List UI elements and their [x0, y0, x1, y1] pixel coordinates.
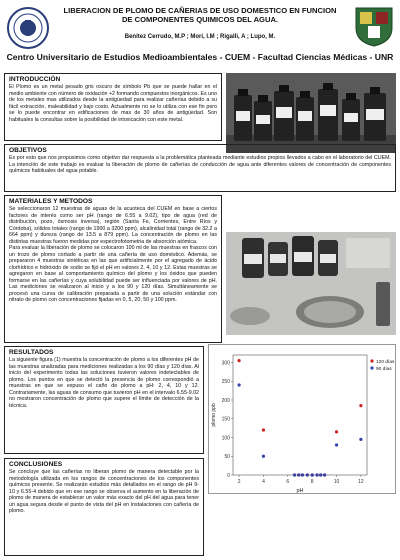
- y-tick-label: 250: [221, 379, 230, 386]
- intro-heading: INTRODUCCIÓN: [9, 76, 61, 83]
- intro-section: [4, 73, 222, 141]
- objectives-section: [4, 144, 396, 192]
- conclusions-text: Se concluye que las cañerías no liberan plomo de manera detectable por la metodología utilizada en los rangos de concentraciones de los componentes químicos presente. Se realizarán estudios más detallados en el rango de pH 9-10 y 6.55-4 debido que en ese rango se observa el aumento en la liberación de plomo de manera de establecer un valor más exacto del pH del agua para tener un agua segura desde el punto de vista del pH en instalaciones con cañería de plomo.: [9, 469, 199, 514]
- conclusions-section: [4, 458, 204, 556]
- data-point: [297, 473, 300, 476]
- data-point: [311, 473, 314, 476]
- data-point: [319, 473, 322, 476]
- legend-marker: [370, 359, 373, 362]
- poster-title: LIBERACION DE PLOMO DE CAÑERIAS DE USO DOMESTICO EN FUNCION DE COMPONENTES QUIMICOS DEL AGUA.: [63, 6, 337, 24]
- data-point: [237, 359, 240, 362]
- faculty-shield-icon: [354, 6, 394, 48]
- y-tick-label: 50: [224, 454, 230, 461]
- x-tick-label: 12: [358, 479, 364, 485]
- intro-text: El Plomo es un metal pesado gris oscuro de símbolo Pb que se puede hallar en el medio ambiente con número de oxidación +2 formando compuestos inorgánicos. Es uno de los metales mas utilizados desde la antigüedad para realizar cañerías debido a su fácil extracción, maleabilidad y bajo costo. Actualmente no se lo utiliza con ese fin pero se lo puede encontrar en edificaciones de mas de 30 años de antigüedad. Son habituales la consultas sobre la posibilidad de intoxicación con este metal.: [9, 84, 217, 123]
- x-tick-label: 2: [237, 479, 241, 485]
- y-axis-label: plomo ppb: [211, 403, 217, 427]
- data-point: [335, 443, 338, 446]
- conclusions-heading: CONCLUSIONES: [9, 461, 63, 468]
- lead-vs-ph-scatter: [209, 345, 397, 495]
- y-tick-label: 100: [221, 435, 230, 442]
- poster-authors: Benitez Cerrudo, M.P ; Mori, I.M ; Rigalli, A ; Lupo, M.: [124, 34, 276, 40]
- legend-entry: 90 días: [376, 366, 392, 372]
- data-point: [293, 473, 296, 476]
- data-point: [315, 473, 318, 476]
- x-tick-label: 6: [286, 479, 290, 485]
- lab-samples-photo: [226, 232, 396, 335]
- data-point: [306, 473, 309, 476]
- y-tick-label: 0: [227, 472, 230, 479]
- results-heading: RESULTADOS: [9, 349, 54, 356]
- methods-section: [4, 195, 222, 343]
- data-point: [301, 473, 304, 476]
- y-tick-label: 150: [221, 416, 230, 423]
- legend-entry: 120 días: [376, 359, 395, 365]
- legend-marker: [370, 366, 373, 369]
- data-point: [237, 383, 240, 386]
- data-point: [262, 455, 265, 458]
- y-tick-label: 300: [221, 360, 230, 367]
- x-tick-label: 4: [262, 479, 265, 485]
- x-tick-label: 10: [333, 479, 340, 485]
- data-point: [262, 428, 265, 431]
- x-tick-label: 8: [310, 479, 314, 485]
- methods-heading: MATERIALES Y METODOS: [9, 198, 93, 205]
- data-point: [359, 404, 362, 407]
- data-point: [359, 438, 362, 441]
- plot-frame: [233, 355, 367, 475]
- x-axis-label: pH: [296, 488, 304, 494]
- y-tick-label: 200: [221, 397, 230, 404]
- results-section: [4, 346, 204, 454]
- results-text: La siguiente figura (1) muestra la concentración de plomo a los diferentes pH de las muestras analizadas para mediciones realizadas a los 90 días y 120 días. Al inicio del experimento todas las soluciones tuvieron valores indetectables de plomo. Los puntos en que se detectó la presencia de plomo correspondió a muestras en que se expuso el caño de plomo a pH: 2, 4, 10 y 12. Contrariamente, las aguas de consumo que tuvieron pH en el intervalo 6.55-9.02 no mostraron concentración de plomo que supere el límite de detección de la técnica.: [9, 357, 199, 409]
- objectives-text: Es por esto que nos propusimos como objetivo dar respuesta a la problemática planteada mediante estudios propios llevados a cabo en el laboratorio del CUEM. La intención de este trabajo es evaluar la liberación de plomo de cañerías de conducción de agua ante diferentes valores de concentración de componentes químicos habituales del agua potable.: [9, 155, 391, 174]
- methods-text-1: Se seleccionaron 12 muestras de aguas de la acuoteca del CUEM en base a ciertos factores de interés como ser pH (rango de 6.55 a 9.02), tipo de agua (red de distribución, pozo, ósmosis inversa), región (Santa Fe, Corrientes, Entre Ríos y Córdoba), sólidos totales (rango de 1900 a 3200 ppm), alcalinidad total (rango de 32.2 a 664 ppm) y dureza (rango de 13.5 a 879 ppm). La concentración de plomo en las distintas muestras fueron medidas por espectrofotometria de absorción atómica.: [9, 206, 217, 245]
- data-point: [323, 473, 326, 476]
- sample-bottles-photo: [226, 73, 396, 153]
- objectives-heading: OBJETIVOS: [9, 147, 47, 154]
- data-point: [335, 430, 338, 433]
- lead-vs-ph-chart: [208, 344, 396, 494]
- institution-name: Centro Universitario de Estudios Medioambientales - CUEM - Facultad Ciencias Médicas - UNR: [6, 52, 394, 62]
- methods-text-2: Para evaluar la liberación de plomo se colocaron 100 ml de las muestras en frascos con un trozo de plomo cortado a partir de una cañería de uso doméstico. Además, se prepararon 4 muestras sintéticas en las que artificialmente por el agregado de ácido clorhídrico e hidróxido de sodio se fijó el pH en valores 2, 4, 10 y 12. Estas muestras se agregaron en base al comportamiento químico del plomo y los óxidos que pueden formarse en las cañerías y cuya solubilidad puede ser influenciada por valores de pH. Las mediciones se realizaron al inicio y a los 90 y 120 días. Simultáneamente se procesó una curva de calibración preparada a partir de una solución estándar con nitrato de plomo con concentraciones fijadas en 0, 5, 20, 50 y 100 ppm.: [9, 245, 217, 303]
- university-seal-icon: [6, 6, 50, 50]
